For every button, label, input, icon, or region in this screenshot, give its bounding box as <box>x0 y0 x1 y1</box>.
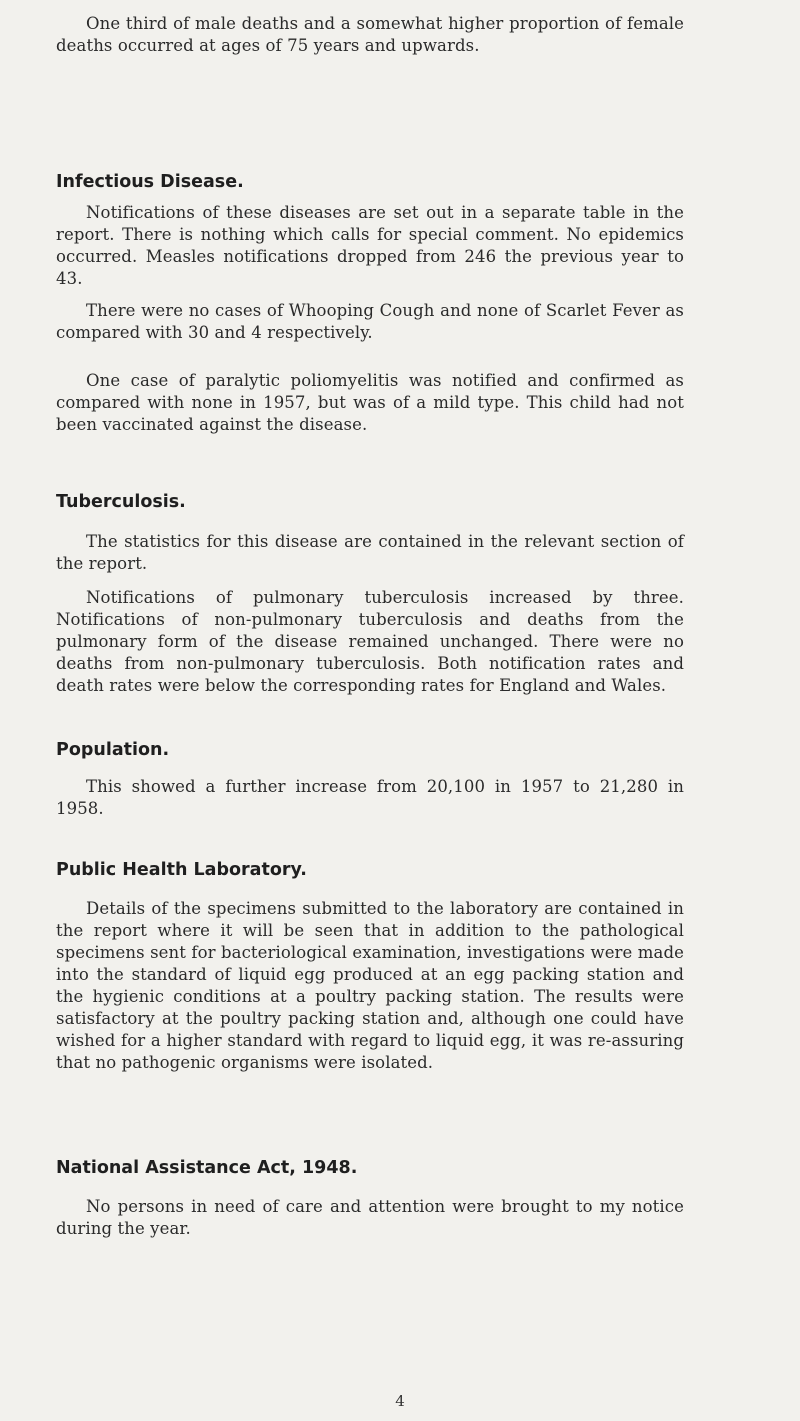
public-health-laboratory-heading: Public Health Laboratory. <box>56 860 307 880</box>
tuberculosis-paragraph-1: The statistics for this disease are contained in the relevant section of the report. <box>56 532 684 573</box>
population-paragraph: This showed a further increase from 20,100 in 1957 to 21,280 in 1958. <box>56 777 684 818</box>
tuberculosis-paragraph-2: Notifications of pulmonary tuberculosis increased by three. Notifications of non-pulmonary tuberculosis and deaths from the pulmonary form of the disease remained unchanged. There were no deaths from non-pulmonary tuberculosis. Both notification rates and death rates were below the corresponding rates for England and Wales. <box>56 588 684 695</box>
population-heading: Population. <box>56 740 170 760</box>
intro-paragraph: One third of male deaths and a somewhat higher proportion of female deaths occurred at ages of 75 years and upwards. <box>56 14 684 55</box>
infectious-disease-paragraph-3: One case of paralytic poliomyelitis was notified and confirmed as compared with none in 1957, but was of a mild type. This child had not been vaccinated against the disease. <box>56 371 684 434</box>
infectious-disease-heading: Infectious Disease. <box>56 172 244 192</box>
infectious-disease-paragraph-1: Notifications of these diseases are set out in a separate table in the report. There is nothing which calls for special comment. No epidemics occurred. Measles notifications dropped from 246 the previous year to 43. <box>56 203 684 288</box>
national-assistance-act-paragraph: No persons in need of care and attention were brought to my notice during the year. <box>56 1197 684 1238</box>
infectious-disease-paragraph-2: There were no cases of Whooping Cough and none of Scarlet Fever as compared with 30 and 4 respectively. <box>56 301 684 342</box>
tuberculosis-heading: Tuberculosis. <box>56 492 186 512</box>
page-number: 4 <box>395 1392 405 1410</box>
public-health-laboratory-paragraph: Details of the specimens submitted to the laboratory are contained in the report where it will be seen that in addition to the pathological specimens sent for bacteriological examination, investigations were made into the standard of liquid egg produced at an egg packing station and the hygienic conditions at a poultry packing station. The results were satisfactory at the poultry packing station and, although one could have wished for a higher standard with regard to liquid egg, it was re-assuring that no pathogenic organisms were isolated. <box>56 899 684 1072</box>
national-assistance-act-heading: National Assistance Act, 1948. <box>56 1158 358 1178</box>
